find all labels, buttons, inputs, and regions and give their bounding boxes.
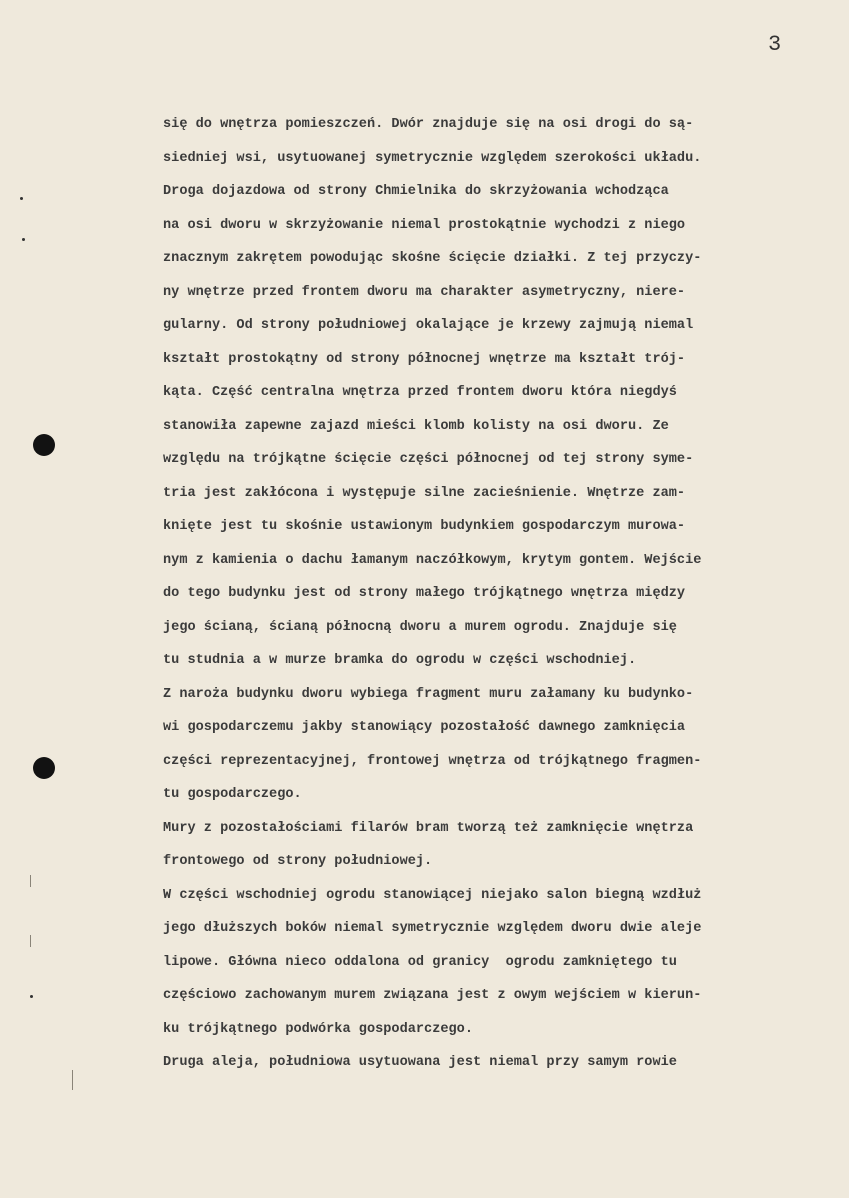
typewritten-text <box>163 108 849 1080</box>
text-line: Mury z pozostałościami filarów bram tworzą też zamknięcie wnętrza <box>163 820 694 836</box>
margin-dot <box>22 238 25 241</box>
margin-mark <box>30 875 31 887</box>
margin-dot <box>20 197 23 200</box>
text-line: ku trójkątnego podwórka gospodarczego. <box>163 1021 473 1037</box>
text-line: tu gospodarczego. <box>163 787 302 802</box>
text-line: Druga aleja, południowa usytuowana jest niemal przy samym rowie <box>163 1055 677 1070</box>
text-line: kształt prostokątny od strony północnej wnętrze ma kształt trój- <box>163 351 686 367</box>
text-line: do tego budynku jest od strony małego trójkątnego wnętrza między <box>163 586 686 601</box>
page-number: 3 <box>768 32 782 57</box>
text-line: częściowo zachowanym murem związana jest z owym wejściem w kierun- <box>163 988 702 1003</box>
text-line: kąta. Część centralna wnętrza przed frontem dworu która niegdyś <box>163 385 677 400</box>
text-line: stanowiła zapewne zajazd mieści klomb kolisty na osi dworu. Ze <box>163 418 669 434</box>
text-line: W części wschodniej ogrodu stanowiącej niejako salon biegną wzdłuż <box>163 887 702 903</box>
text-line: tu studnia a w murze bramka do ogrodu w części wschodniej. <box>163 653 637 668</box>
text-line: względu na trójkątne ścięcie części północnej od tej strony syme- <box>163 452 694 467</box>
punch-hole <box>33 434 55 456</box>
text-line: jego dłuższych boków niemal symetrycznie względem dworu dwie aleje <box>163 921 702 936</box>
text-line: wi gospodarczemu jakby stanowiący pozostałość dawnego zamknięcia <box>163 720 686 735</box>
text-line: Droga dojazdowa od strony Chmielnika do skrzyżowania wchodząca <box>163 184 669 199</box>
text-line: Z naroża budynku dworu wybiega fragment muru załamany ku budynko- <box>163 686 694 702</box>
margin-mark <box>72 1070 73 1090</box>
text-line: znacznym zakrętem powodując skośne ścięcie działki. Z tej przyczy- <box>163 251 702 266</box>
punch-hole <box>33 757 55 779</box>
text-line: knięte jest tu skośnie ustawionym budynkiem gospodarczym murowa- <box>163 519 686 534</box>
text-line: frontowego od strony południowej. <box>163 854 433 869</box>
text-line: ny wnętrze przed frontem dworu ma charakter asymetryczny, niere- <box>163 284 686 300</box>
text-line: jego ścianą, ścianą północną dworu a murem ogrodu. Znajduje się <box>163 619 677 635</box>
text-line: lipowe. Główna nieco oddalona od granicy ogrodu zamkniętego tu <box>163 954 677 970</box>
margin-mark <box>30 935 31 947</box>
text-line: siedniej wsi, usytuowanej symetrycznie względem szerokości układu. <box>163 150 702 166</box>
text-line: na osi dworu w skrzyżowanie niemal prostokątnie wychodzi z niego <box>163 217 686 233</box>
margin-dot <box>30 995 33 998</box>
text-line: się do wnętrza pomieszczeń. Dwór znajduje się na osi drogi do są- <box>163 117 694 132</box>
text-line: gularny. Od strony południowej okalające je krzewy zajmują niemal <box>163 318 694 333</box>
text-line: tria jest zakłócona i występuje silne zacieśnienie. Wnętrze zam- <box>163 485 686 501</box>
text-line: nym z kamienia o dachu łamanym naczółkowym, krytym gontem. Wejście <box>163 552 702 568</box>
text-line: części reprezentacyjnej, frontowej wnętrza od trójkątnego fragmen- <box>163 753 702 769</box>
